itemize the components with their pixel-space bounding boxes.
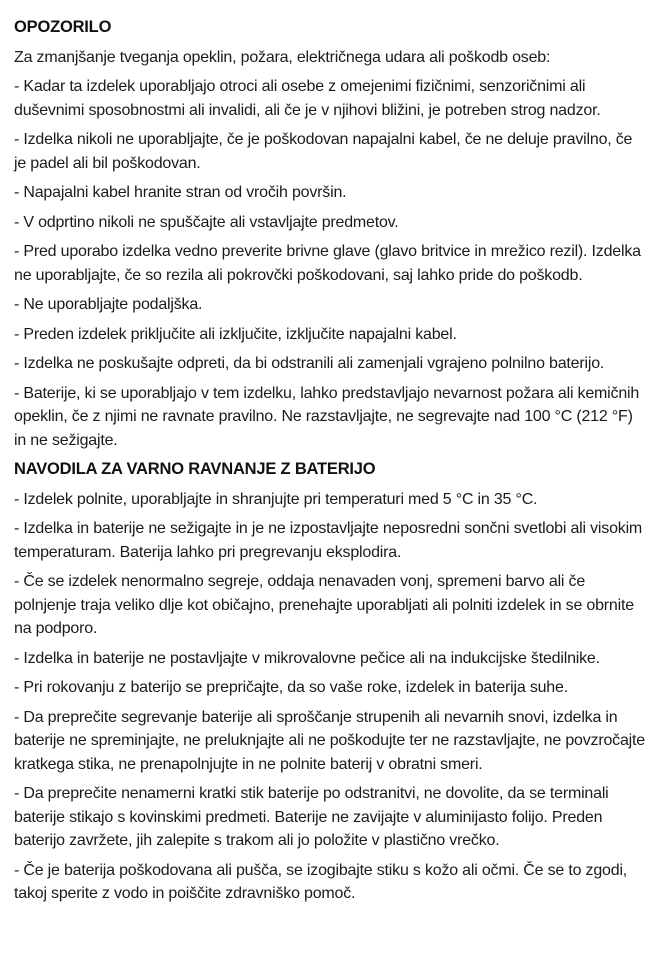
section-warning bbox=[14, 16, 646, 452]
battery-safety-item: - Izdelka in baterije ne sežigajte in je ne izpostavljajte neposredni sončni svetlobi ali visokim temperaturam. Baterija lahko pri pregrevanju eksplodira. bbox=[14, 520, 643, 561]
warning-item: - Ne uporabljajte podaljška. bbox=[14, 296, 203, 313]
battery-safety-item: - Izdelka in baterije ne postavljajte v mikrovalovne pečice ali na indukcijske štedilnike. bbox=[14, 649, 600, 667]
battery-safety-item: - Da preprečite nenamerni kratki stik baterije po odstranitvi, ne dovolite, da se terminali baterije stikajo s kovinskimi predmeti. Baterije ne zavijajte v aluminijasto folijo. Preden baterijo zavržete, jih zalepite s trakom ali jo položite v plastično vrečko. bbox=[14, 785, 609, 849]
battery-safety-item: - Izdelek polnite, uporabljajte in shranjujte pri temperaturi med 5 °C in 35 °C. bbox=[14, 490, 538, 508]
battery-safety-heading: NAVODILA ZA VARNO RAVNANJE Z BATERIJO bbox=[14, 460, 376, 478]
warning-item: - Izdelka nikoli ne uporabljajte, če je poškodovan napajalni kabel, če ne deluje pravilno, če je padel ali bil poškodovan. bbox=[14, 131, 633, 172]
battery-safety-item: - Če se izdelek nenormalno segreje, oddaja nenavaden vonj, spremeni barvo ali če polnjenje traja veliko dlje kot običajno, prenehajte uporabljati ali polniti izdelek in se obrnite na podporo. bbox=[14, 573, 634, 637]
battery-safety-item: - Da preprečite segrevanje baterije ali sproščanje strupenih ali nevarnih snovi, izdelka in baterije ne spreminjajte, ne preluknjajte ali ne poškodujte ter ne razstavljajte, ne povzročajte kratkega stika, ne prenapolnjujte in ne polnite baterij v obratni smeri. bbox=[14, 708, 645, 773]
battery-safety-item: - Če je baterija poškodovana ali pušča, se izogibajte stiku s kožo ali očmi. Če se to zgodi, takoj sperite z vodo in poiščite zdravniško pomoč. bbox=[14, 861, 628, 902]
warning-item: - Pred uporabo izdelka vedno preverite brivne glave (glavo britvice in mrežico rezil). Izdelka ne uporabljajte, če so rezila ali pokrovčki poškodovani, saj lahko pride do poškodb. bbox=[14, 243, 641, 284]
warning-item: - Izdelka ne poskušajte odpreti, da bi odstranili ali zamenjali vgrajeno polnilno baterijo. bbox=[14, 355, 605, 372]
warning-heading: OPOZORILO bbox=[14, 18, 112, 36]
warning-intro: Za zmanjšanje tveganja opeklin, požara, električnega udara ali poškodb oseb: bbox=[14, 48, 551, 66]
warning-item: - Kadar ta izdelek uporabljajo otroci ali osebe z omejenimi fizičnimi, senzoričnimi ali duševnimi sposobnostmi ali invalidi, ali če je v njihovi bližini, je potreben strog nadzor. bbox=[14, 78, 601, 119]
warning-item: - Baterije, ki se uporabljajo v tem izdelku, lahko predstavljajo nevarnost požara ali kemičnih opeklin, če z njimi ne ravnate pravilno. Ne razstavljajte, ne segrevajte nad 100 °C (212 °F) in ne sežigajte. bbox=[14, 384, 640, 449]
warning-item: - Preden izdelek priključite ali izključite, izključite napajalni kabel. bbox=[14, 325, 457, 343]
warning-item: - Napajalni kabel hranite stran od vročih površin. bbox=[14, 184, 347, 201]
warning-item: - V odprtino nikoli ne spuščajte ali vstavljajte predmetov. bbox=[14, 213, 399, 231]
section-battery-safety bbox=[14, 458, 646, 906]
battery-safety-item: - Pri rokovanju z baterijo se prepričajte, da so vaše roke, izdelek in baterija suhe. bbox=[14, 679, 568, 696]
